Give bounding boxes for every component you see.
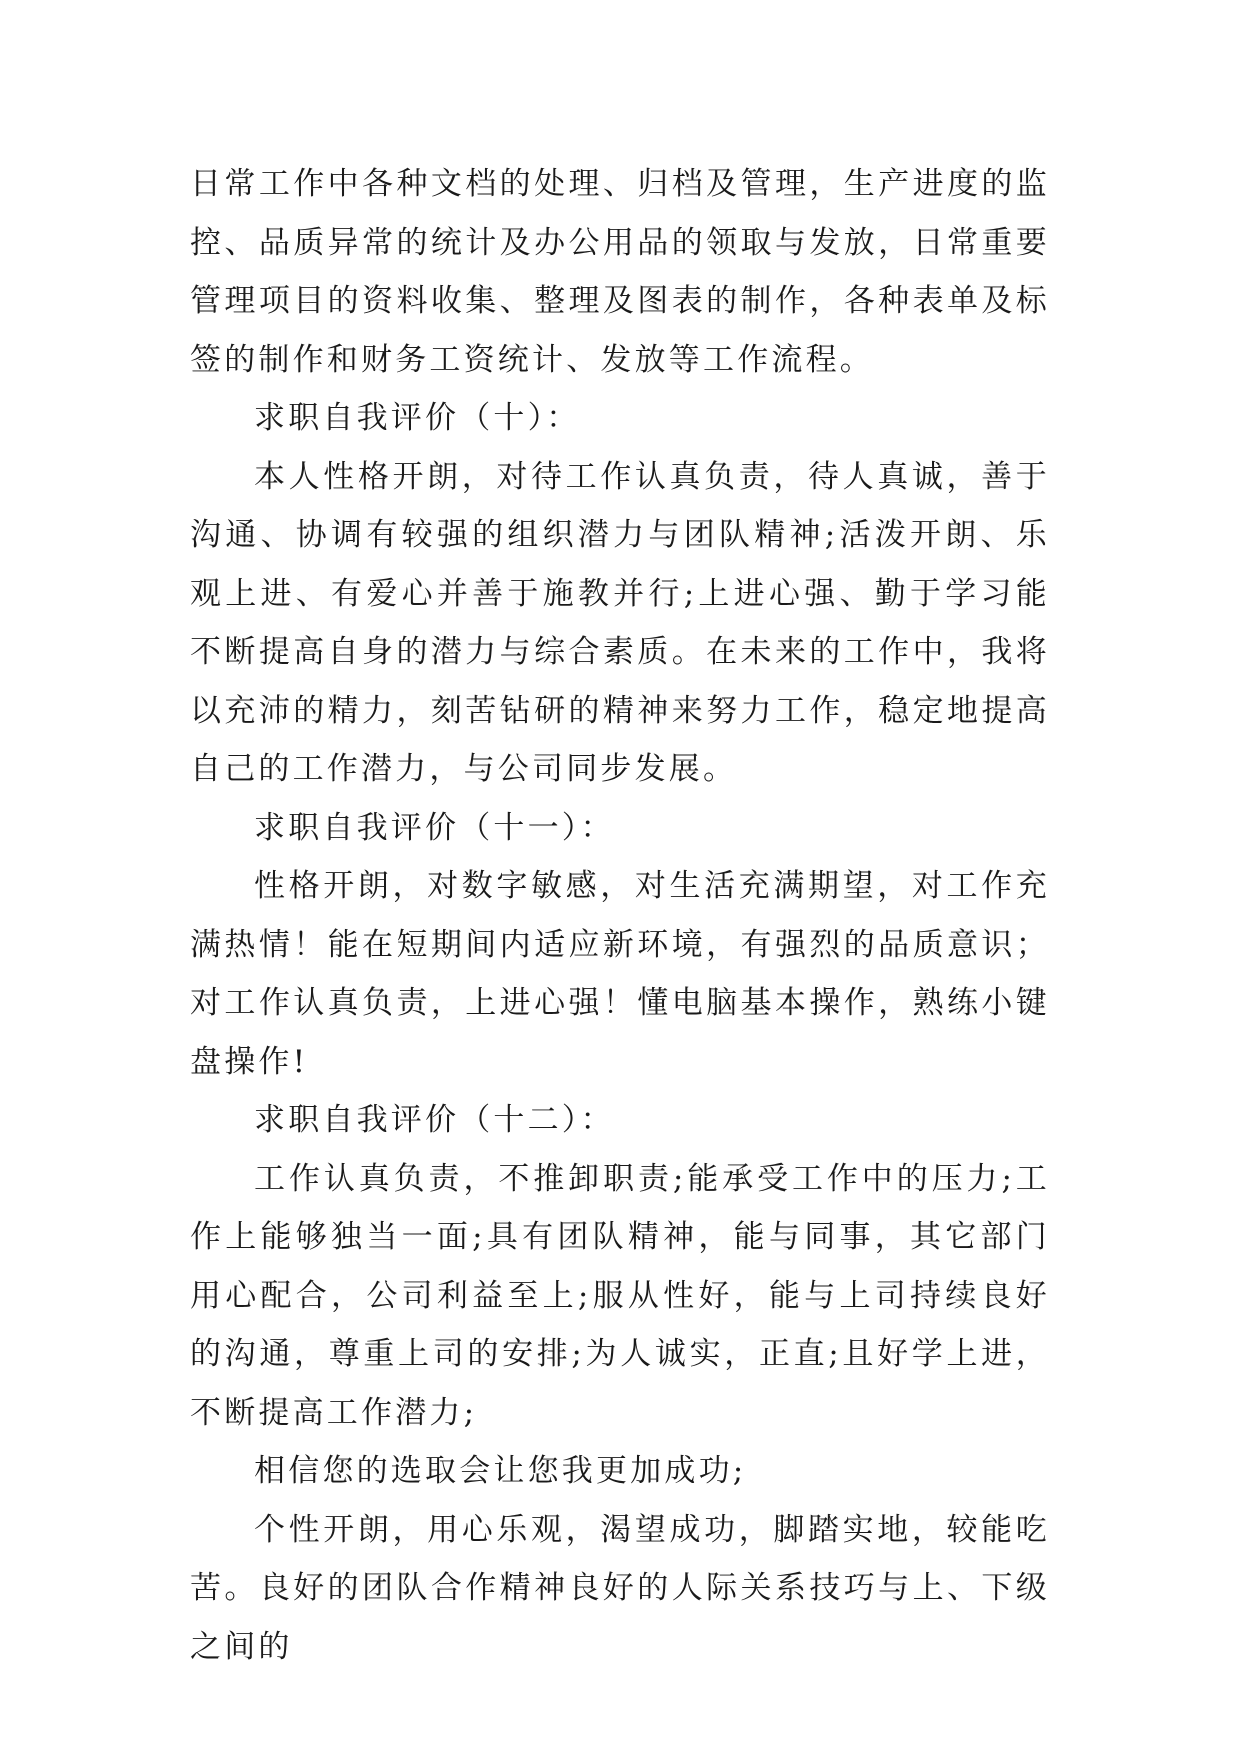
document-body [190, 155, 1050, 1676]
heading-self-evaluation-12: 求职自我评价（十二）： [254, 1102, 615, 1138]
paragraph-self-evaluation-11: 性格开朗，对数字敏感，对生活充满期望，对工作充满热情！能在短期间内适应新环境，有强烈的品质意识；对工作认真负责，上进心强！懂电脑基本操作，熟练小键盘操作! [190, 868, 1050, 1080]
paragraph-self-evaluation-10: 本人性格开朗，对待工作认真负责，待人真诚，善于沟通、协调有较强的组织潜力与团队精神;活泼开朗、乐观上进、有爱心并善于施教并行;上进心强、勤于学习能不断提高自身的潜力与综合素质。在未来的工作中，我将以充沛的精力，刻苦钻研的精神来努力工作，稳定地提高自己的工作潜力，与公司同步发展。 [190, 458, 1050, 787]
heading-self-evaluation-10: 求职自我评价（十）： [254, 400, 581, 436]
paragraph-personality: 个性开朗，用心乐观，渴望成功，脚踏实地，较能吃苦。良好的团队合作精神良好的人际关系技巧与上、下级之间的 [190, 1511, 1050, 1665]
paragraph-self-evaluation-12: 工作认真负责，不推卸职责;能承受工作中的压力;工作上能够独当一面;具有团队精神，能与同事，其它部门用心配合，公司利益至上;服从性好，能与上司持续良好的沟通，尊重上司的安排;为人诚实，正直;且好学上进，不断提高工作潜力; [190, 1160, 1050, 1431]
heading-self-evaluation-11: 求职自我评价（十一）： [254, 809, 615, 846]
paragraph-closing-line: 相信您的选取会让您我更加成功; [254, 1453, 747, 1489]
paragraph-work-duties: 日常工作中各种文档的处理、归档及管理，生产进度的监控、品质异常的统计及办公用品的领取与发放，日常重要管理项目的资料收集、整理及图表的制作，各种表单及标签的制作和财务工资统计、发放等工作流程。 [190, 166, 1050, 378]
